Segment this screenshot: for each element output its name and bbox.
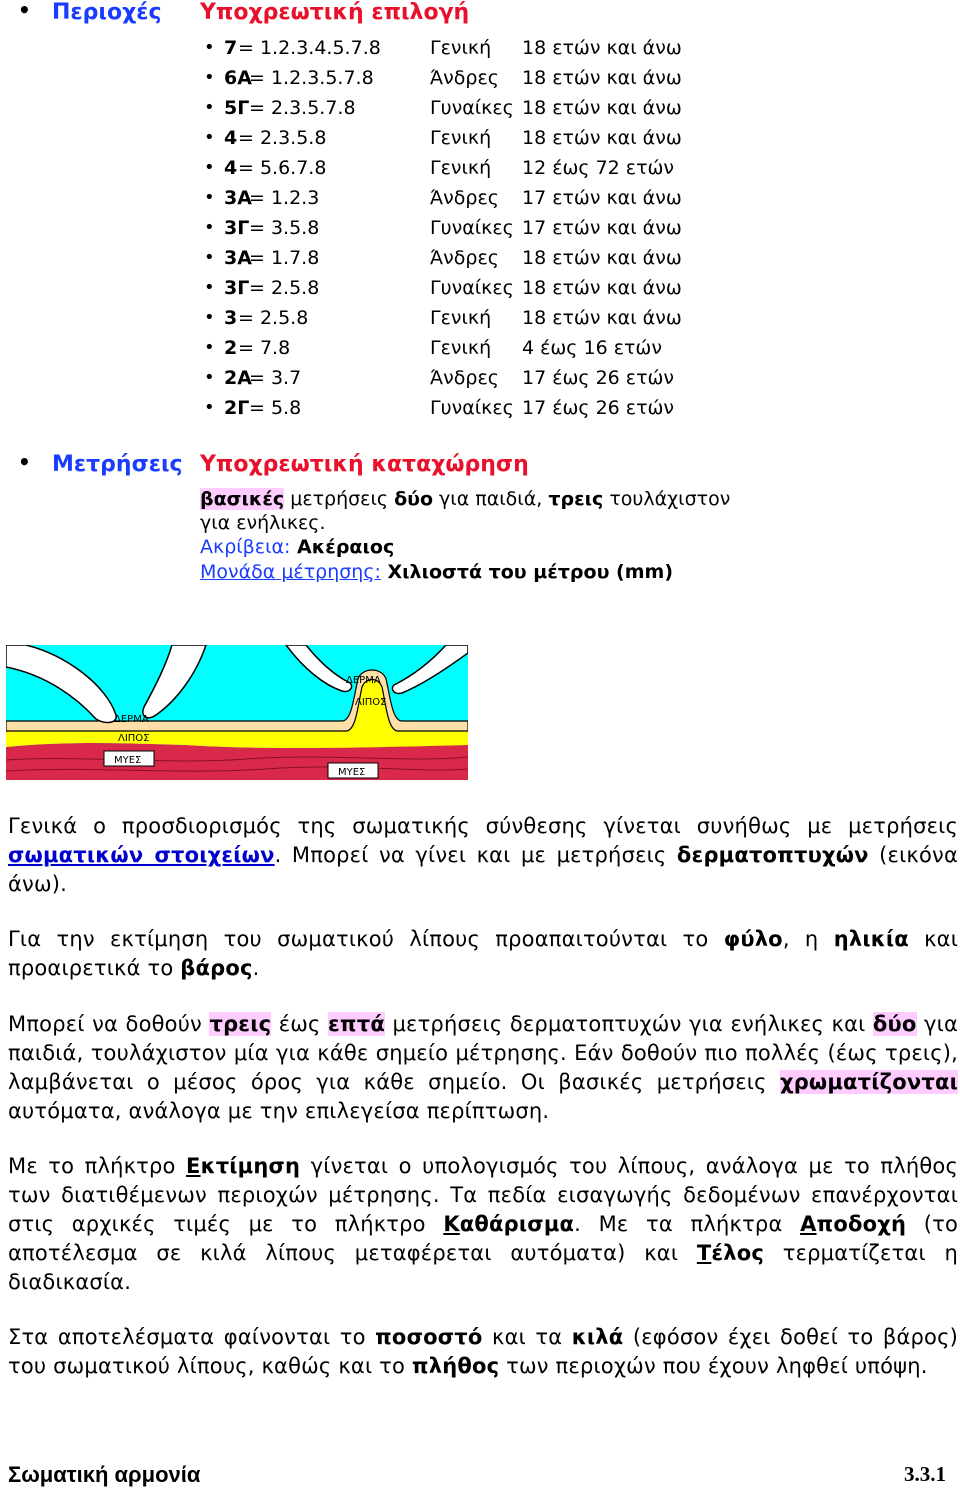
region-group: Γενική bbox=[430, 307, 492, 329]
text: Για την εκτίμηση του σωματικού λίπους προαπαιτούνται το bbox=[8, 927, 724, 951]
bullet-icon: • bbox=[204, 67, 215, 88]
precision-line bbox=[200, 535, 394, 559]
paragraph-2 bbox=[8, 925, 958, 983]
region-formula: = 3.5.8 bbox=[249, 217, 320, 239]
bullet-icon: • bbox=[204, 277, 215, 298]
region-code: 3Α bbox=[224, 247, 252, 269]
region-age: 17 έως 26 ετών bbox=[522, 397, 675, 419]
paragraph-1 bbox=[8, 812, 958, 899]
highlight-seven: επτά bbox=[328, 1012, 385, 1036]
text: Μπορεί να δοθούν bbox=[8, 1012, 210, 1036]
right-muscle-label: ΜΥΕΣ bbox=[338, 767, 366, 778]
measurements-requirement bbox=[200, 487, 730, 511]
end-key bbox=[697, 1241, 764, 1265]
region-age: 17 έως 26 ετών bbox=[522, 367, 675, 389]
region-code: 4 bbox=[224, 127, 238, 149]
bold-kilos: κιλά bbox=[571, 1325, 624, 1349]
region-group: Γενική bbox=[430, 127, 492, 149]
region-group: Άνδρες bbox=[430, 187, 499, 209]
region-group: Γυναίκες bbox=[430, 97, 514, 119]
bullet-icon: • bbox=[204, 217, 215, 238]
measurements-value: Υποχρεωτική καταχώρηση bbox=[200, 452, 529, 477]
accesskey-letter: Τ bbox=[696, 1241, 712, 1265]
bullet-icon: • bbox=[204, 187, 215, 208]
region-formula: = 2.3.5.7.8 bbox=[249, 97, 356, 119]
region-group: Άνδρες bbox=[430, 367, 499, 389]
unit-line bbox=[200, 560, 673, 584]
region-code: 3Γ bbox=[224, 217, 250, 239]
region-group: Άνδρες bbox=[430, 247, 499, 269]
right-skin-label: ΔΕΡΜΑ bbox=[346, 675, 381, 686]
estimate-key bbox=[186, 1154, 300, 1178]
region-group: Γενική bbox=[430, 337, 492, 359]
text: αυτόματα, ανάλογα με την επιλεγείσα περίπτωση. bbox=[8, 1099, 550, 1123]
clear-key bbox=[443, 1212, 574, 1236]
text: . Μπορεί να γίνει και με μετρήσεις bbox=[274, 843, 677, 867]
region-code: 7 bbox=[224, 37, 238, 59]
region-formula: = 2.5.8 bbox=[238, 307, 309, 329]
measurements-requirement-cont: για ενήλικες. bbox=[200, 512, 326, 534]
region-code: 2 bbox=[224, 337, 238, 359]
text: μετρήσεις δερματοπτυχών για ενήλικες και bbox=[384, 1012, 873, 1036]
paragraph-5 bbox=[8, 1323, 958, 1381]
bold-skinfolds: δερματοπτυχών bbox=[676, 843, 869, 867]
bold-age: ηλικία bbox=[833, 927, 909, 951]
bold-three: τρεις bbox=[548, 488, 604, 510]
footer-section-number: 3.3.1 bbox=[904, 1462, 946, 1486]
text: για παιδιά, bbox=[433, 488, 549, 510]
text: (το αποτέλεσμα σε κιλά λίπους μεταφέρεται αυτόματα) και bbox=[8, 1212, 958, 1265]
highlight-colored: χρωματίζονται bbox=[779, 1070, 958, 1094]
region-age: 18 ετών και άνω bbox=[522, 277, 682, 299]
region-formula: = 2.3.5.8 bbox=[238, 127, 327, 149]
accept-key bbox=[800, 1212, 906, 1236]
body-composition-link[interactable]: σωματικών στοιχείων bbox=[8, 843, 275, 867]
bullet-icon: • bbox=[18, 0, 31, 22]
bullet-icon: • bbox=[204, 307, 215, 328]
region-group: Γενική bbox=[430, 157, 492, 179]
precision-value: Ακέραιος bbox=[290, 536, 395, 558]
right-fat-label: ΛΙΠΟΣ bbox=[355, 697, 387, 708]
region-code: 2Α bbox=[224, 367, 252, 389]
region-age: 18 ετών και άνω bbox=[522, 67, 682, 89]
region-group: Γυναίκες bbox=[430, 397, 514, 419]
region-age: 17 ετών και άνω bbox=[522, 217, 682, 239]
bullet-icon: • bbox=[18, 450, 31, 474]
text: μετρήσεις bbox=[284, 488, 395, 510]
regions-value: Υποχρεωτική επιλογή bbox=[200, 0, 470, 25]
key-label: ποδοχή bbox=[816, 1212, 907, 1236]
unit-value: Χιλιοστά του μέτρου (mm) bbox=[380, 561, 673, 583]
bold-two: δύο bbox=[394, 488, 434, 510]
region-formula: = 2.5.8 bbox=[249, 277, 320, 299]
region-age: 12 έως 72 ετών bbox=[522, 157, 675, 179]
region-code: 3Γ bbox=[224, 277, 250, 299]
region-code: 5Γ bbox=[224, 97, 250, 119]
region-age: 17 ετών και άνω bbox=[522, 187, 682, 209]
region-group: Άνδρες bbox=[430, 67, 499, 89]
bold-weight: βάρος bbox=[180, 956, 253, 980]
bullet-icon: • bbox=[204, 337, 215, 358]
region-code: 3Α bbox=[224, 187, 252, 209]
region-formula: = 1.2.3 bbox=[249, 187, 320, 209]
bold-sex: φύλο bbox=[723, 927, 783, 951]
highlight-two: δύο bbox=[872, 1012, 917, 1036]
accesskey-letter: Κ bbox=[443, 1212, 460, 1236]
accesskey-letter: Α bbox=[800, 1212, 817, 1236]
text: των περιοχών που έχουν ληφθεί υπόψη. bbox=[499, 1354, 928, 1378]
text: τουλάχιστον bbox=[603, 488, 731, 510]
key-label: αθάρισμα bbox=[459, 1212, 575, 1236]
text: και τα bbox=[482, 1325, 572, 1349]
text: . bbox=[252, 956, 260, 980]
left-skin-label: ΔΕΡΜΑ bbox=[114, 714, 149, 725]
measurements-label: Μετρήσεις bbox=[52, 452, 183, 477]
region-formula: = 5.6.7.8 bbox=[238, 157, 327, 179]
text: . Με τα πλήκτρα bbox=[574, 1212, 801, 1236]
text: (εφόσον έχει δοθεί το βάρος) του σωματικού λίπους, καθώς και το bbox=[8, 1325, 959, 1378]
bullet-icon: • bbox=[204, 157, 215, 178]
highlight-basic: βασικές bbox=[200, 488, 285, 510]
region-age: 18 ετών και άνω bbox=[522, 127, 682, 149]
footer-title: Σωματική αρμονία bbox=[8, 1462, 201, 1487]
region-code: 6Α bbox=[224, 67, 252, 89]
bullet-icon: • bbox=[204, 37, 215, 58]
unit-label: Μονάδα μέτρησης: bbox=[200, 561, 381, 583]
accesskey-letter: Ε bbox=[186, 1154, 201, 1178]
region-group: Γενική bbox=[430, 37, 492, 59]
region-age: 18 ετών και άνω bbox=[522, 247, 682, 269]
left-muscle-label: ΜΥΕΣ bbox=[114, 755, 142, 766]
text: Γενικά ο προσδιορισμός της σωματικής σύνθεσης γίνεται συνήθως με μετρήσεις bbox=[8, 814, 958, 838]
bullet-icon: • bbox=[204, 97, 215, 118]
region-age: 18 ετών και άνω bbox=[522, 307, 682, 329]
text: Στα αποτελέσματα φαίνονται το bbox=[8, 1325, 376, 1349]
text: , η bbox=[782, 927, 834, 951]
text: για παιδιά, τουλάχιστον μία για κάθε σημείο μέτρησης. Εάν δοθούν πιο πολλές (έως τρεις), λαμβάνεται ο μέσος όρος για κάθε σημείο. Οι βασικές μετρήσεις bbox=[8, 1012, 958, 1094]
region-code: 4 bbox=[224, 157, 238, 179]
region-formula: = 1.2.3.5.7.8 bbox=[249, 67, 374, 89]
region-formula: = 5.8 bbox=[249, 397, 302, 419]
region-group: Γυναίκες bbox=[430, 217, 514, 239]
text: γίνεται ο υπολογισμός του λίπους, ανάλογα με το πλήθος των διατιθέμενων περιοχών μέτρησης. Τα πεδία εισαγωγής δεδομένων επανέρχονται στις αρχικές τιμές με το πλήκτρο bbox=[8, 1154, 958, 1236]
bullet-icon: • bbox=[204, 397, 215, 418]
region-age: 18 ετών και άνω bbox=[522, 97, 682, 119]
paragraph-3 bbox=[8, 1010, 958, 1126]
skinfold-figure bbox=[6, 645, 468, 780]
bullet-icon: • bbox=[204, 127, 215, 148]
bold-percentage: ποσοστό bbox=[375, 1325, 483, 1349]
left-fat-label: ΛΙΠΟΣ bbox=[118, 733, 150, 744]
region-code: 2Γ bbox=[224, 397, 250, 419]
paragraph-4 bbox=[8, 1152, 958, 1297]
region-age: 4 έως 16 ετών bbox=[522, 337, 662, 359]
bold-count: πλήθος bbox=[411, 1354, 500, 1378]
text: Με το πλήκτρο bbox=[8, 1154, 187, 1178]
text: τερματίζεται η διαδικασία. bbox=[8, 1241, 958, 1294]
text: (εικόνα άνω). bbox=[8, 843, 958, 896]
bullet-icon: • bbox=[204, 247, 215, 268]
muscle-layer bbox=[6, 743, 468, 780]
region-group: Γυναίκες bbox=[430, 277, 514, 299]
region-formula: = 1.2.3.4.5.7.8 bbox=[238, 37, 381, 59]
text: έως bbox=[271, 1012, 329, 1036]
region-formula: = 7.8 bbox=[238, 337, 291, 359]
region-code: 3 bbox=[224, 307, 238, 329]
bullet-icon: • bbox=[204, 367, 215, 388]
highlight-three: τρεις bbox=[209, 1012, 272, 1036]
region-formula: = 1.7.8 bbox=[249, 247, 320, 269]
text: και προαιρετικά το bbox=[8, 927, 959, 980]
region-formula: = 3.7 bbox=[249, 367, 302, 389]
regions-label: Περιοχές bbox=[52, 0, 162, 25]
key-label: κτίμηση bbox=[200, 1154, 301, 1178]
region-age: 18 ετών και άνω bbox=[522, 37, 682, 59]
key-label: έλος bbox=[711, 1241, 765, 1265]
precision-label: Ακρίβεια: bbox=[200, 536, 291, 558]
